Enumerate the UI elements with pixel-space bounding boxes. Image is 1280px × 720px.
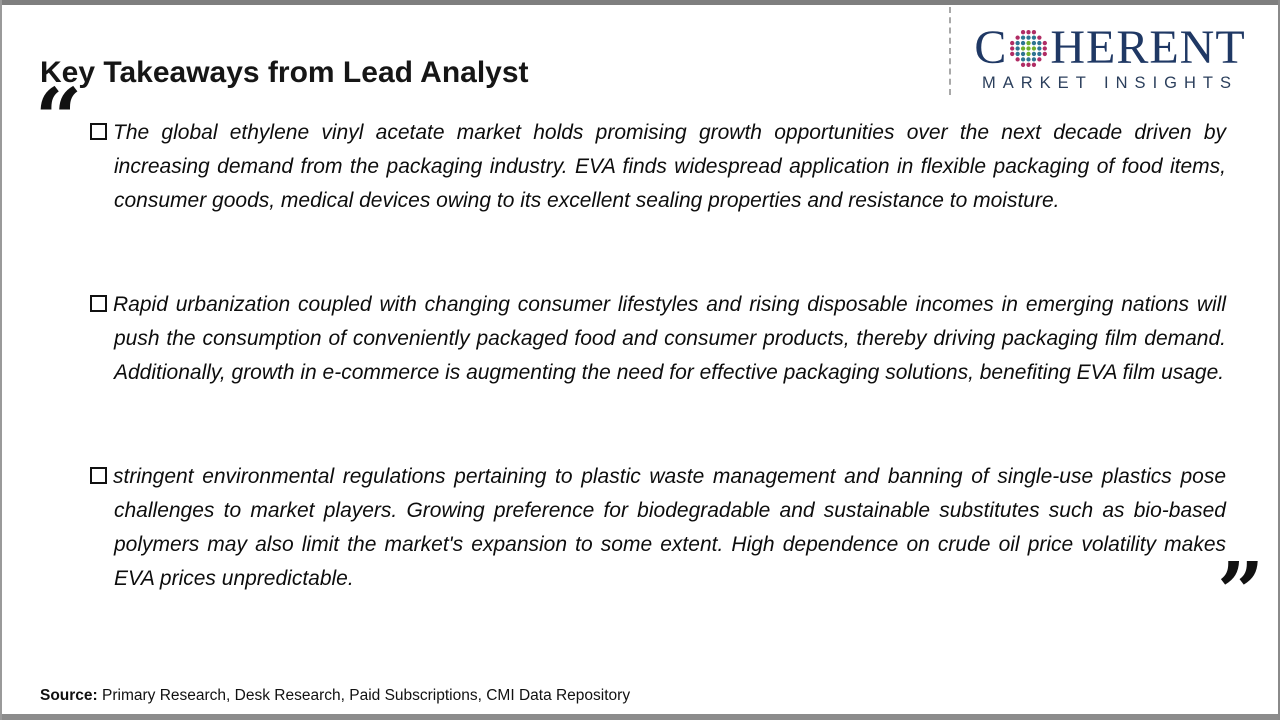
logo-letter-c: C — [974, 21, 1008, 74]
top-border-bar — [2, 0, 1278, 5]
square-bullet-icon — [90, 123, 107, 140]
source-text: Primary Research, Desk Research, Paid Subscriptions, CMI Data Repository — [97, 687, 631, 704]
logo-divider-dashed-line — [949, 7, 951, 95]
coherent-globe-icon — [1008, 28, 1049, 69]
bullet-text: stringent environmental regulations pertaining to plastic waste management and banning of single-use plastics pose challenges to market players. Growing preference for biodegradable and sustainable substitutes such as bio-based polymers may also limit the market's expansion to some extent. High dependence on crude oil price volatility makes EVA prices unpredictable. — [113, 465, 1226, 590]
square-bullet-icon — [90, 295, 107, 312]
bottom-border-bar — [2, 714, 1278, 720]
bullet-text: The global ethylene vinyl acetate market holds promising growth opportunities over the next decade driven by increasing demand from the packaging industry. EVA finds widespread application in flexible packaging of food items, consumer goods, medical devices owing to its excellent sealing properties and resistance to moisture. — [113, 121, 1226, 212]
logo-wordmark — [964, 21, 1256, 74]
source-label: Source: — [40, 687, 98, 704]
logo-subtitle: MARKET INSIGHTS — [982, 74, 1238, 92]
closing-quote-icon: ” — [1217, 545, 1265, 641]
square-bullet-icon — [90, 467, 107, 484]
coherent-market-insights-logo — [964, 21, 1256, 93]
opening-quote-icon: “ — [35, 71, 83, 167]
source-line — [40, 686, 630, 706]
bullet-text: Rapid urbanization coupled with changing consumer lifestyles and rising disposable incomes in emerging nations will push the consumption of conveniently packaged food and consumer products, thereby driving packaging film demand. Additionally, growth in e-commerce is augmenting the need for effective packaging solutions, benefiting EVA film usage. — [113, 293, 1226, 384]
logo-letters-herent: HERENT — [1050, 21, 1246, 74]
bullet-item-3 — [90, 460, 1226, 596]
bullet-item-2 — [90, 288, 1226, 390]
bullet-item-1 — [90, 116, 1226, 218]
page-title: Key Takeaways from Lead Analyst — [40, 56, 529, 90]
